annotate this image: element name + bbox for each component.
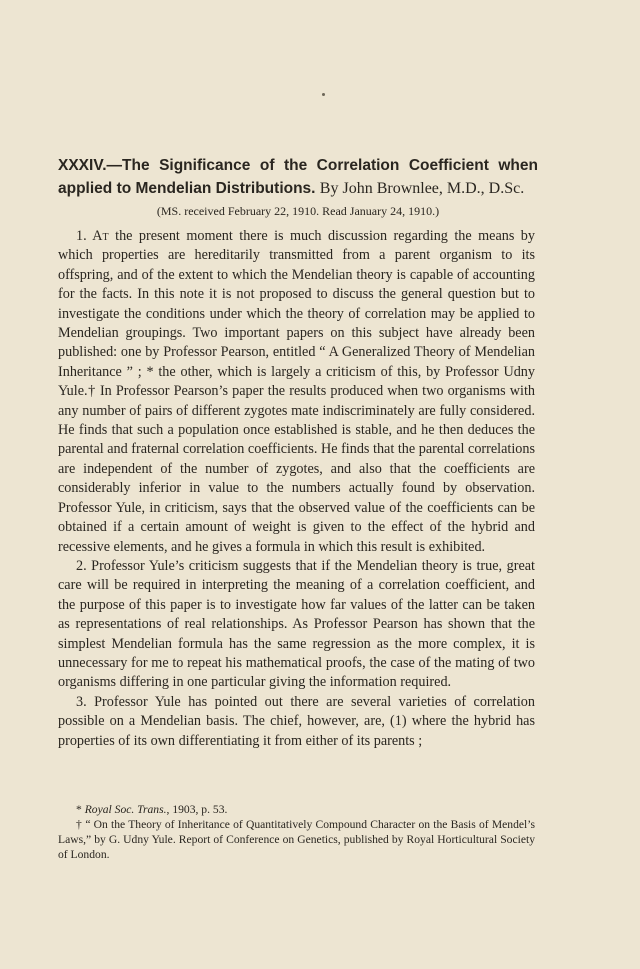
paragraph-1-text: the present moment there is much discussion regarding the means by which properties are hereditarily transmitted from a parent organism to its offspring, and of the extent to which the Mendelian theory is capable of accounting for the facts. In this note it is not proposed to discuss the general question but to investigate the conditions under which the theory of correlation may be applied to Mendelian groupings. Two important papers on this subject have already been published: one by Professor Pearson, entitled “ A Generalized Theory of Mendelian Inheritance ” ; * the other, which is largely a criticism of this, by Professor Udny Yule.† In Professor Pearson’s paper the results produced when two organisms with any number of pairs of different zygotes mate indiscriminately are fully considered. He finds that such a population once established is stable, and he then deduces the parental and fraternal correlation coefficients. He finds that the parental correlations are independent of the number of zygotes, and also that the coefficients are considerably inferior in value to the numbers actually found by observation. Professor Yule, in criticism, says that the observed value of the coefficients can be obtained if a certain amount of weight is given to the effect of the hybrid and recessive elements, and he gives a formula in which this result is exhibited. <box>58 228 535 555</box>
paragraph-1-lead: 1. At <box>76 228 109 244</box>
print-speck <box>322 93 325 96</box>
footnote-1-mark: * <box>76 803 85 816</box>
received-note: (MS. received February 22, 1910. Read January 24, 1910.) <box>156 204 440 218</box>
paragraph-1 <box>58 227 535 557</box>
paragraph-3: 3. Professor Yule has pointed out there are several varieties of correlation possible on a Mendelian basis. The chief, however, are, (1) where the hybrid has properties of its own differentiating it from either of its parents ; <box>58 693 535 749</box>
footnotes <box>58 802 535 862</box>
footnote-2-text: “ On the Theory of Inheritance of Quantitatively Compound Character on the Basis of Mendel’s Laws,” by G. Udny Yule. Report of Conference on Genetics, published by Royal Horticultural Society of London. <box>58 818 535 861</box>
article-body <box>58 227 535 751</box>
paragraph-2: 2. Professor Yule’s criticism suggests that if the Mendelian theory is true, great care will be required in interpreting the meaning of a correlation coefficient, and the purpose of this paper is to investigate how far values of the latter can be taken as representations of real relationships. As Professor Pearson has shown that the simplest Mendelian formula has the same regression as the more complex, it is unnecessary for me to repeat his mathematical proofs, the case of the mating of two organisms differing in one particular giving the information required. <box>58 557 535 691</box>
footnote-1 <box>58 802 535 817</box>
article-author: By John Brownlee, M.D., D.Sc. <box>319 180 525 197</box>
footnote-1-text: , 1903, p. 53. <box>166 803 228 816</box>
footnote-2 <box>58 817 535 862</box>
article-number: XXXIV. <box>58 157 107 174</box>
footnote-2-mark: † <box>76 818 86 831</box>
article-title: —The Significance of the Correlation Coefficient when applied to Mendelian Distributions. <box>58 157 538 197</box>
article-heading <box>58 154 538 200</box>
footnote-1-source: Royal Soc. Trans. <box>84 803 167 816</box>
